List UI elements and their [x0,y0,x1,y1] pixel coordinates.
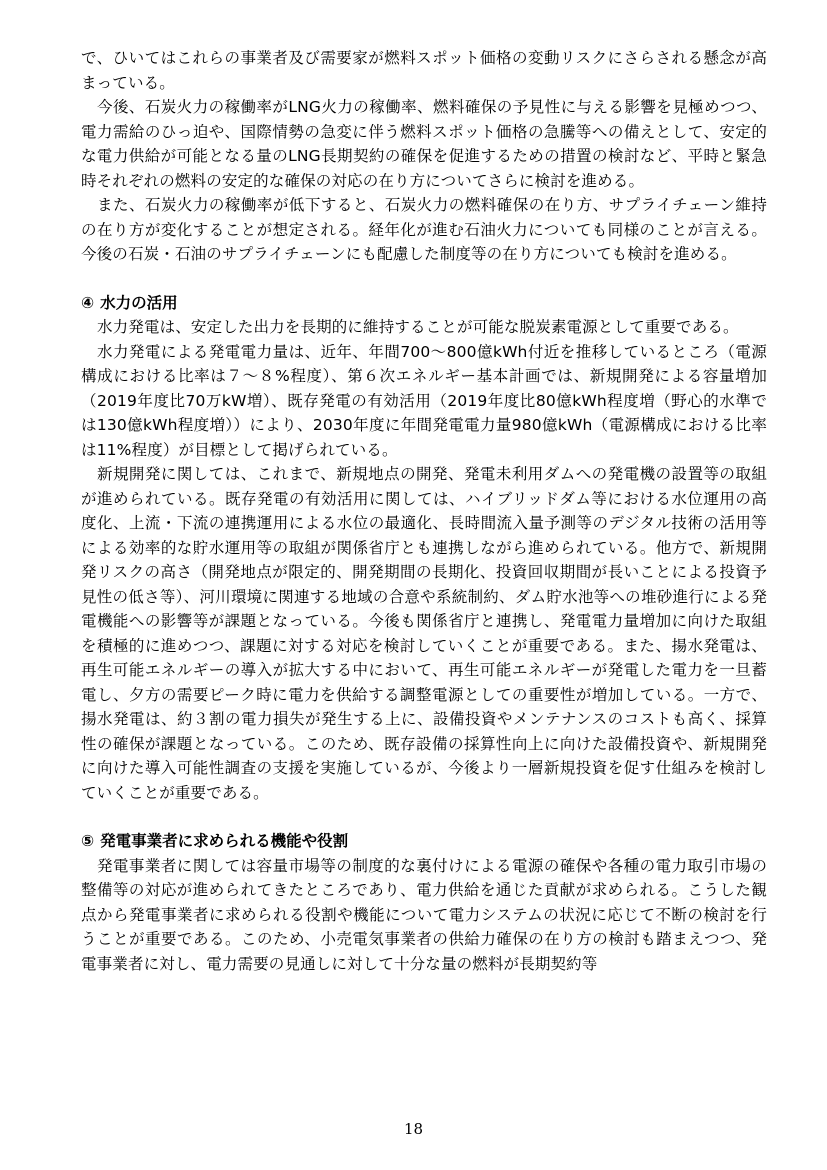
paragraph-intro-2: 今後、石炭火力の稼働率がLNG火力の稼働率、燃料確保の予見性に与える影響を見極めつつ、電力需給のひっ迫や、国際情勢の急変に伴う燃料スポット価格の急騰等への備えとして、安定的な電力供給が可能となる量のLNG長期契約の確保を促進するための措置の検討など、平時と緊急時それぞれの燃料の安定的な確保の対応の在り方についてさらに検討を進める。 [81,98,767,190]
paragraph-hydro-2: 水力発電による発電電力量は、近年、年間700～800億kWh付近を推移しているところ（電源構成における比率は７～８%程度）、第６次エネルギー基本計画では、新規開発による容量増加（2019年度比70万kW増）、既存発電の有効活用（2019年度比80億kWh程度増（野心的水準では130億kWh程度増））により、2030年度に年間発電電力量980億kWh（電源構成における比率は11%程度）が目標として掲げられている。 [81,342,767,459]
section-title: 水力の活用 [100,293,178,312]
paragraph-intro-3: また、石炭火力の稼働率が低下すると、石炭火力の燃料確保の在り方、サプライチェーン維持の在り方が変化することが想定される。経年化が進む石油火力についても同様のことが言える。今後の石炭・石油のサプライチェーンにも配慮した制度等の在り方についても検討を進める。 [81,196,767,263]
section-gap [81,267,767,291]
document-body [81,46,767,976]
section-gap [81,805,767,829]
section-heading-generators [81,829,767,854]
section-heading-hydro [81,291,767,316]
paragraph-hydro-1: 水力発電は、安定した出力を長期的に維持することが可能な脱炭素電源として重要である。 [97,318,739,336]
paragraph-hydro-3: 新規開発に関しては、これまで、新規地点の開発、発電未利用ダムへの発電機の設置等の取組が進められている。既存発電の有効活用に関しては、ハイブリッドダム等における水位運用の高度化、上流・下流の連携運用による水位の最適化、長時間流入量予測等のデジタル技術の活用等による効率的な貯水運用等の取組が関係省庁とも連携しながら進められている。他方で、新規開発リスクの高さ（開発地点が限定的、開発期間の長期化、投資回収期間が長いことによる投資予見性の低さ等）、河川環境に関連する地域の合意や系統制約、ダム貯水池等への堆砂進行による発電機能への影響等が課題となっている。今後も関係省庁と連携し、発電電力量増加に向けた取組を積極的に進めつつ、課題に対する対応を検討していくことが重要である。また、揚水発電は、再生可能エネルギーの導入が拡大する中において、再生可能エネルギーが発電した電力を一旦蓄電し、夕方の需要ピーク時に電力を供給する調整電源としての重要性が増加している。一方で、揚水発電は、約３割の電力損失が発生する上に、設備投資やメンテナンスのコストも高く、採算性の確保が課題となっている。このため、既存設備の採算性向上に向けた設備投資や、新規開発に向けた導入可能性調査の支援を実施しているが、今後より一層新規投資を促す仕組みを検討していくことが重要である。 [81,465,767,802]
section-number: ④ [81,293,95,312]
page-number: 18 [403,1120,424,1138]
section-title: 発電事業者に求められる機能や役割 [100,832,349,850]
section-number: ⑤ [81,832,95,850]
paragraph-generators-1: 発電事業者に関しては容量市場等の制度的な裏付けによる電源の確保や各種の電力取引市場の整備等の対応が進められてきたところであり、電力供給を通じた貢献が求められる。こうした観点から発電事業者に求められる役割や機能について電力システムの状況に応じて不断の検討を行うことが重要である。このため、小売電気事業者の供給力確保の在り方の検討も踏まえつつ、発電事業者に対し、電力需要の見通しに対して十分な量の燃料が長期契約等 [81,856,767,973]
paragraph-intro-1: で、ひいてはこれらの事業者及び需要家が燃料スポット価格の変動リスクにさらされる懸念が高まっている。 [81,49,767,92]
